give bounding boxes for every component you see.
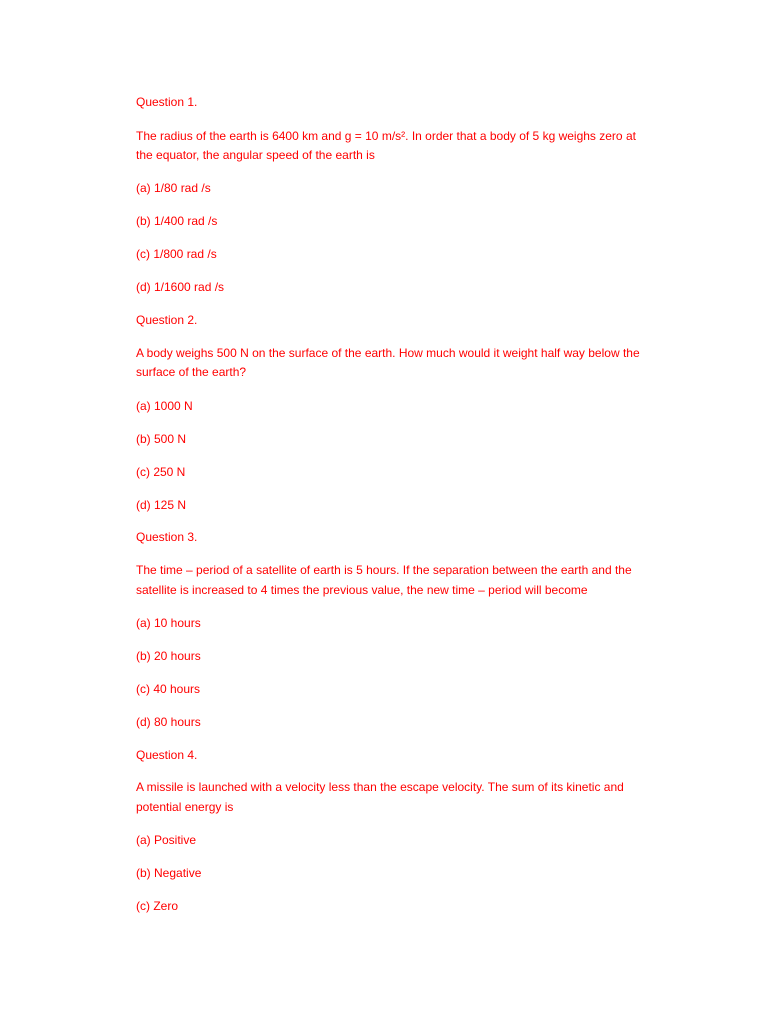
question-heading: Question 3. bbox=[136, 530, 198, 544]
question-text-line: surface of the earth? bbox=[136, 365, 247, 379]
answer-option: (b) 500 N bbox=[136, 432, 187, 446]
question-text-line: potential energy is bbox=[136, 800, 234, 814]
question-text-line: satellite is increased to 4 times the previous value, the new time – period will become bbox=[136, 583, 588, 597]
answer-option: (b) 1/400 rad /s bbox=[136, 214, 218, 228]
question-text-line: The time – period of a satellite of earth is 5 hours. If the separation between the earth and the bbox=[136, 563, 632, 577]
answer-option: (d) 80 hours bbox=[136, 715, 201, 729]
answer-option: (a) 10 hours bbox=[136, 616, 201, 630]
question-heading: Question 4. bbox=[136, 748, 198, 762]
question-heading: Question 2. bbox=[136, 313, 198, 327]
answer-option: (b) Negative bbox=[136, 866, 202, 880]
answer-option: (c) 1/800 rad /s bbox=[136, 247, 217, 261]
answer-option: (d) 1/1600 rad /s bbox=[136, 280, 225, 294]
answer-option: (a) 1000 N bbox=[136, 399, 193, 413]
answer-option: (c) 40 hours bbox=[136, 682, 201, 696]
question-text-line: A missile is launched with a velocity less than the escape velocity. The sum of its kinetic and bbox=[136, 780, 624, 794]
answer-option: (a) Positive bbox=[136, 833, 197, 847]
question-heading: Question 1. bbox=[136, 95, 198, 109]
answer-option: (c) Zero bbox=[136, 899, 178, 913]
question-text-line: A body weighs 500 N on the surface of the earth. How much would it weight half way below the bbox=[136, 346, 640, 360]
answer-option: (c) 250 N bbox=[136, 465, 186, 479]
question-text-line: the equator, the angular speed of the earth is bbox=[136, 148, 375, 162]
answer-option: (a) 1/80 rad /s bbox=[136, 181, 211, 195]
answer-option: (d) 125 N bbox=[136, 498, 187, 512]
answer-option: (b) 20 hours bbox=[136, 649, 201, 663]
question-text-line: The radius of the earth is 6400 km and g = 10 m/s². In order that a body of 5 kg weighs zero at bbox=[136, 129, 636, 143]
